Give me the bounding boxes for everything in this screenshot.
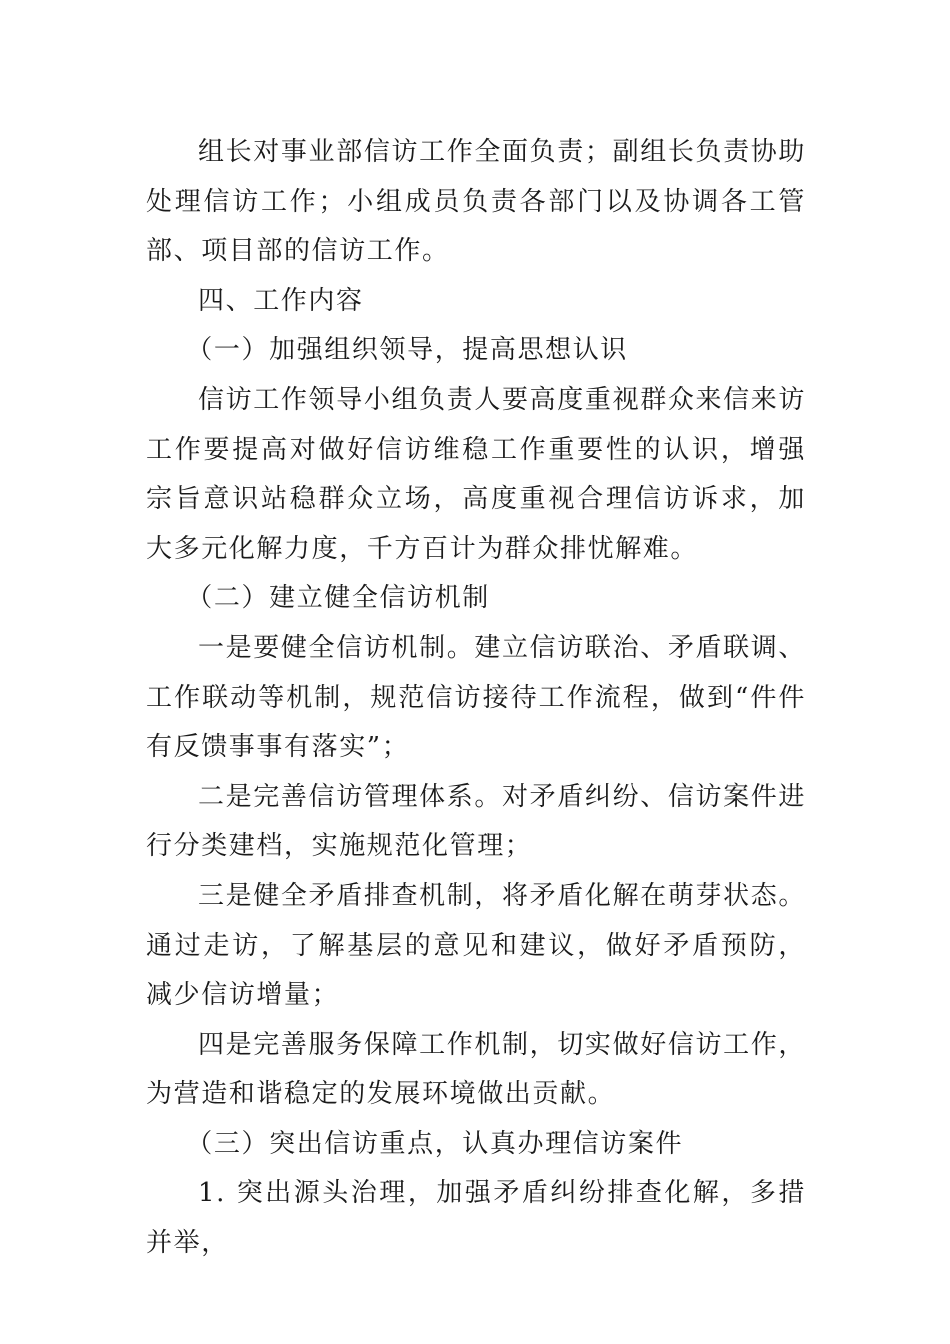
paragraph-mechanism-four: 四是完善服务保障工作机制，切实做好信访工作，为营造和谐稳定的发展环境做出贡献。	[146, 1029, 806, 1110]
document-body	[146, 128, 806, 1269]
paragraph-source-governance: 1. 突出源头治理，加强矛盾纠纷排查化解，多措并举，	[146, 1178, 806, 1259]
paragraph-mechanism-one: 一是要健全信访机制。建立信访联治、矛盾联调、工作联动等机制，规范信访接待工作流程，做到“件件有反馈事事有落实”；	[146, 632, 806, 763]
subheading-petition-focus: （三）突出信访重点，认真办理信访案件	[186, 1128, 684, 1159]
paragraph-leader-duties: 组长对事业部信访工作全面负责；副组长负责协助处理信访工作；小组成员负责各部门以及协调各工管部、项目部的信访工作。	[146, 137, 806, 267]
section-heading-work-content: 四、工作内容	[198, 285, 364, 316]
paragraph-mechanism-two: 二是完善信访管理体系。对矛盾纠纷、信访案件进行分类建档，实施规范化管理；	[146, 781, 806, 862]
subheading-petition-mechanism: （二）建立健全信访机制	[186, 583, 490, 614]
paragraph-leadership-awareness: 信访工作领导小组负责人要高度重视群众来信来访工作要提高对做好信访维稳工作重要性的认识，增强宗旨意识站稳群众立场，高度重视合理信访诉求，加大多元化解力度，千方百计为群众排忧解难。	[146, 384, 806, 564]
paragraph-mechanism-three: 三是健全矛盾排查机制，将矛盾化解在萌芽状态。通过走访，了解基层的意见和建议，做好矛盾预防，减少信访增量；	[146, 880, 806, 1011]
subheading-organization-leadership: （一）加强组织领导，提高思想认识	[186, 335, 628, 366]
